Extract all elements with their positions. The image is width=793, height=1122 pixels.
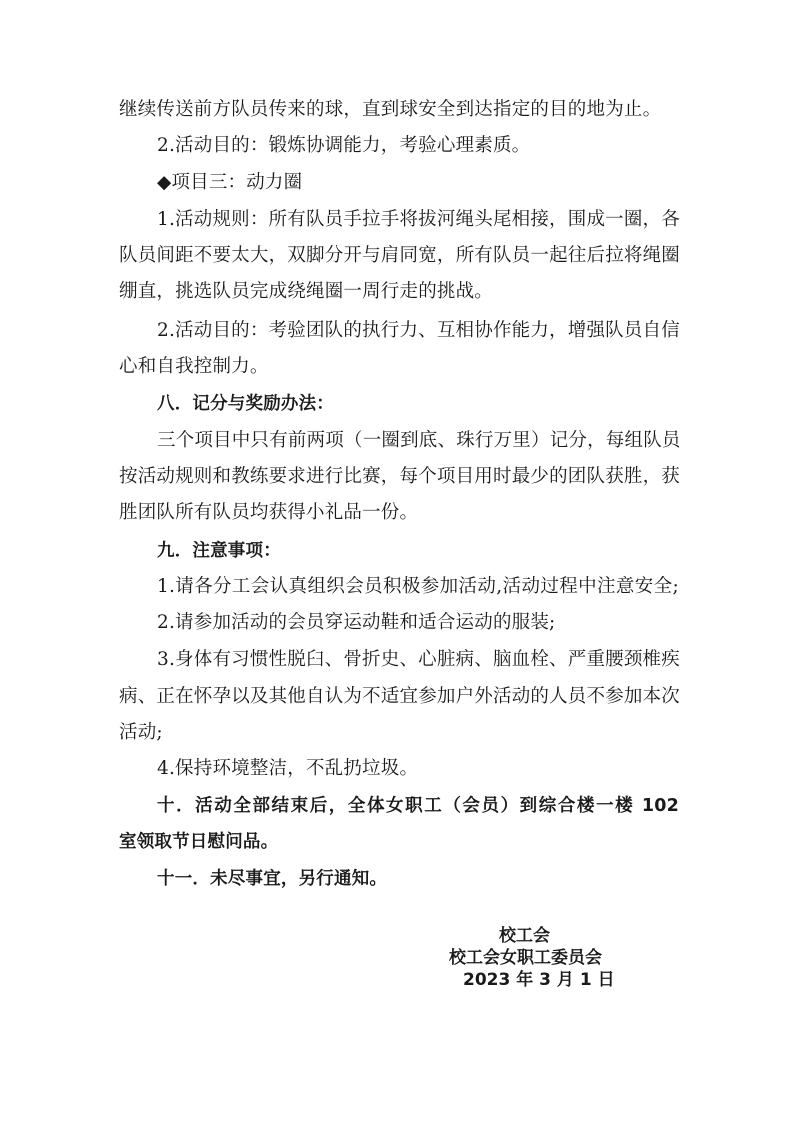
section-8-heading: 八．记分与奖励办法：	[157, 394, 334, 414]
goal-line-1: 2.活动目的：考验团队的执行力、互相协作能力，增强队员自信	[157, 320, 680, 341]
note-1: 1.请各分工会认真组织会员积极参加活动,活动过程中注意安全;	[157, 576, 679, 597]
activity-goal-2: 2.活动目的：锻炼协调能力，考验心理素质。	[157, 135, 531, 156]
note-3-line-1: 3.身体有习惯性脱臼、骨折史、心脏病、脑血栓、严重腰颈椎疾	[157, 649, 680, 670]
note-3-line-2: 病、正在怀孕以及其他自认为不适宜参加户外活动的人员不参加本次	[119, 686, 681, 707]
project-three-heading: ◆项目三：动力圈	[157, 172, 303, 193]
scoring-line-3: 胜团队所有队员均获得小礼品一份。	[119, 502, 419, 523]
rules-line-1: 1.活动规则：所有队员手拉手将拔河绳头尾相接，围成一圈，各	[157, 209, 680, 230]
section-10-line-2: 室领取节日慰问品。	[119, 832, 279, 852]
signature-org-2: 校工会女职工委员会	[449, 948, 602, 968]
scoring-line-1: 三个项目中只有前两项（一圈到底、珠行万里）记分，每组队员	[157, 430, 681, 451]
note-2: 2.请参加活动的会员穿运动鞋和适合运动的服装;	[157, 612, 556, 633]
note-3-line-3: 活动;	[119, 722, 163, 743]
section-11-heading: 十一．未尽事宜，另行通知。	[157, 869, 388, 889]
goal-line-2: 心和自我控制力。	[119, 356, 269, 377]
note-4: 4.保持环境整洁，不乱扔垃圾。	[157, 758, 419, 779]
section-10-line-1: 十．活动全部结束后，全体女职工（会员）到综合楼一楼 102	[157, 796, 679, 816]
paragraph-line: 继续传送前方队员传来的球，直到球安全到达指定的目的地为止。	[119, 99, 662, 120]
rules-line-3: 绷直，挑选队员完成绕绳圈一周行走的挑战。	[119, 281, 494, 302]
rules-line-2: 队员间距不要太大，双脚分开与肩同宽，所有队员一起往后拉将绳圈	[119, 245, 681, 266]
scoring-line-2: 按活动规则和教练要求进行比赛，每个项目用时最少的团队获胜，获	[119, 466, 681, 487]
signature-org-1: 校工会	[499, 926, 550, 946]
section-9-heading: 九．注意事项：	[157, 541, 281, 561]
signature-date: 2023 年 3 月 1 日	[463, 970, 615, 990]
